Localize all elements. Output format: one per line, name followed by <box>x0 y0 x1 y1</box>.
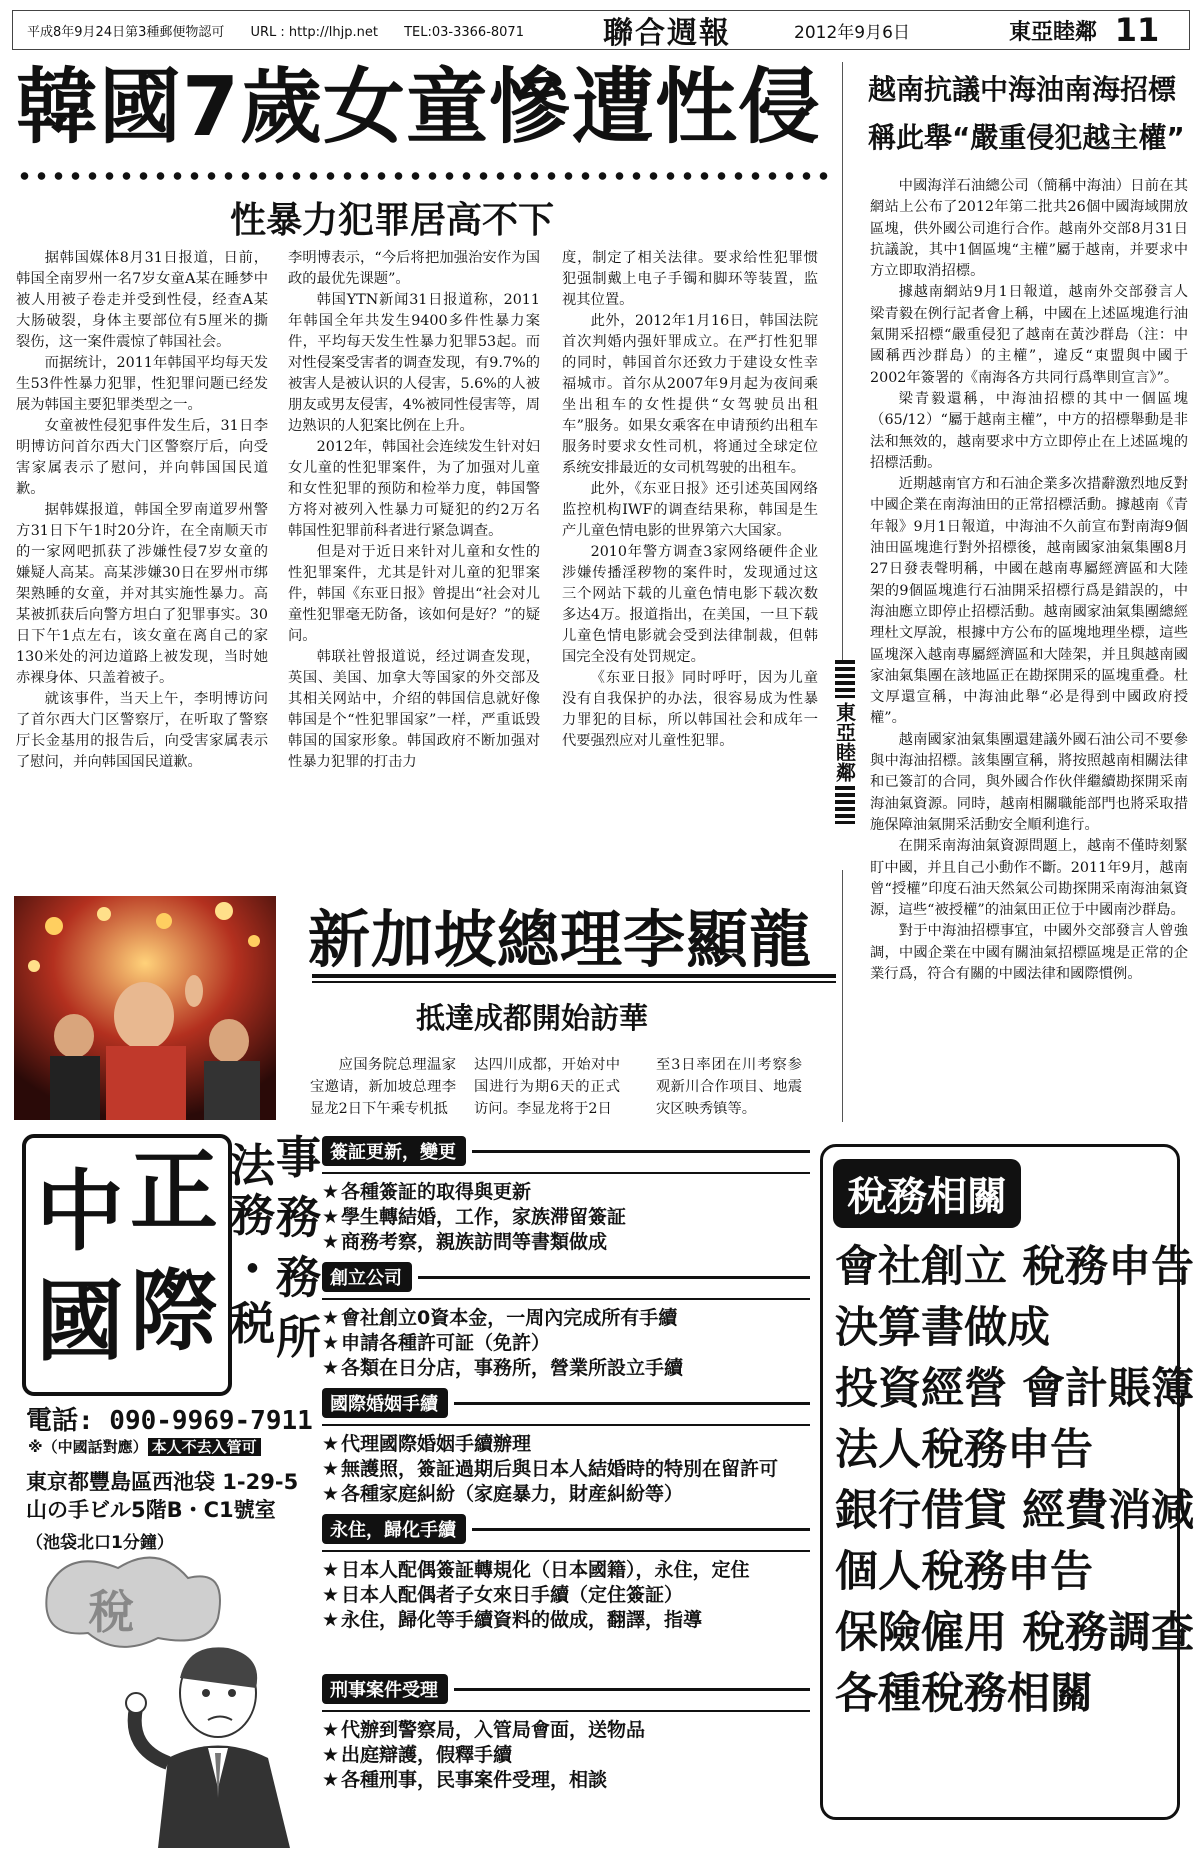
cartoon-illustration <box>28 1548 308 1848</box>
tax-item: 銀行借貸 經費消減 <box>835 1486 1194 1536</box>
column-divider <box>842 62 843 1122</box>
tax-item: 決算書做成 <box>835 1303 1050 1353</box>
service-items <box>322 1172 810 1255</box>
service-item: ★ 商務考察，親族訪問等書類做成 <box>322 1230 810 1255</box>
cartoon-word: 稅 <box>88 1585 134 1639</box>
service-items <box>322 1298 810 1381</box>
service-item: ★ 學生轉結婚，工作，家族滞留簽証 <box>322 1205 810 1230</box>
news-photo <box>14 896 276 1120</box>
firm-name-char: 税 <box>230 1297 276 1350</box>
tax-item: 各種稅務相關 <box>835 1669 1093 1719</box>
address-line: 山の手ビル5階B・C1號室 <box>26 1498 276 1522</box>
service-item: ★ 會社創立0資本金，一周內完成所有手續 <box>322 1306 810 1331</box>
main-headline: 韓國7歲女童慘遭性侵 <box>16 60 822 155</box>
service-item: ★ 日本人配偶簽証轉規化（日本國籍），永住，定住 <box>322 1558 810 1583</box>
dotted-divider <box>16 170 836 182</box>
lee-headline-rule <box>312 974 836 983</box>
badge-text: 東亞睦鄰 <box>832 702 857 782</box>
service-title: 刑事案件受理 <box>322 1674 448 1704</box>
issue-date: 2012年9月6日 <box>794 22 910 43</box>
firm-name-char: 務 <box>276 1251 322 1304</box>
side-headline-line-2: 稱此舉“嚴重侵犯越主權” <box>868 121 1185 154</box>
service-title: 國際婚姻手續 <box>322 1388 448 1418</box>
service-residency <box>322 1514 810 1633</box>
paper-name: 聯合週報 <box>603 16 731 51</box>
service-items <box>322 1424 810 1507</box>
section-badge <box>832 660 858 870</box>
note-prefix: ※（中國話對應） <box>28 1438 148 1456</box>
service-item: ★ 代理國際婚姻手續辦理 <box>322 1432 810 1457</box>
paragraph: 但是对于近日来针对儿童和女性的性犯罪案件，尤其是针对儿童的犯罪案件，韩国《东亚日报》曾提出“社会对儿童性犯罪毫无防备，该如何是好？”的疑问。 <box>288 544 540 644</box>
service-item: ★ 出庭辯護，假釋手續 <box>322 1743 810 1768</box>
advertisement <box>12 1128 1194 1852</box>
paragraph: 韩国YTN新闻31日报道称，2011年韩国全年共发生9400多件性暴力案件，平均每天发生性暴力犯罪53起。而对性侵案受害者的调查发现，有9.7%的被害人是被认识的人侵害，5.6%的人被朋友或男友侵害，4%被同性侵害等，周边熟识的人犯案比例在上升。 <box>288 292 540 434</box>
service-items <box>322 1550 810 1633</box>
firm-name-char: 法 <box>230 1139 276 1192</box>
tax-services-box <box>820 1144 1194 1820</box>
main-article-col-2 <box>288 248 540 773</box>
paragraph: 據越南網站9月1日報道，越南外交部發言人梁青毅在例行記者會上稱，中國在上述區塊進行油氣開采招標“嚴重侵犯了越南在黃沙群島（注：中國稱西沙群島）的主權”，違反“東盟與中國于2002年簽署的《南海各方共同行爲準則宣言》”。 <box>870 284 1188 386</box>
tax-item: 投資經營 會計賬簿 <box>835 1364 1194 1414</box>
paragraph: 而据统计，2011年韩国平均每天发生53件性暴力犯罪，性犯罪问题已经发展为韩国主要犯罪类型之一。 <box>16 355 268 413</box>
url-text: URL : http://lhjp.net <box>250 24 378 40</box>
tel-text: TEL:03-3366-8071 <box>404 24 524 40</box>
paragraph: 在開采南海油氣資源問題上，越南不僅時刻緊盯中國，并且自己小動作不斷。2011年9月，越南曾“授權”印度石油天然氣公司勘探開采南海油氣資源，這些“被授權”的油氣田正位于中國南沙群島。 <box>870 838 1188 919</box>
header-info <box>13 21 587 40</box>
paragraph: 中國海洋石油總公司（簡稱中海油）日前在其網站上公布了2012年第二批共26個中國海域開放區塊，供外國公司進行合作。越南外交部8月31日抗議說，其中1個區塊“主權”屬于越南，并要求中方立即取消招標。 <box>870 178 1188 280</box>
tax-items <box>835 1237 1194 1725</box>
note-highlight: 本人不去入管可 <box>148 1438 261 1456</box>
service-title: 永住，歸化手續 <box>322 1514 466 1544</box>
tax-item: 會社創立 稅務申告 <box>835 1242 1194 1292</box>
paragraph: 《东亚日报》同时呼吁，因为儿童没有自我保护的办法，很容易成为性暴力罪犯的目标，所以韩国社会和成年一代要强烈应对儿童性犯罪。 <box>562 670 818 749</box>
tax-item: 保險僱用 稅務調查 <box>835 1608 1194 1658</box>
firm-name-char: 事 <box>276 1131 322 1184</box>
lee-col-3 <box>656 1054 802 1120</box>
paragraph: 据韩国媒体8月31日报道，日前，韩国全南罗州一名7岁女童A某在睡梦中被人用被子卷走并受到性侵，经查A某大肠破裂，身体主要部位有5厘米的撕裂伤，这一案件震惊了韩国社会。 <box>16 250 268 350</box>
firm-name-char: 務 <box>230 1189 276 1242</box>
address <box>26 1468 298 1524</box>
firm-name-vertical <box>226 1131 326 1396</box>
service-item: ★ 各類在日分店，事務所，營業所設立手續 <box>322 1356 810 1381</box>
service-company <box>322 1262 810 1381</box>
section-name: 東亞睦鄰 <box>1008 19 1097 45</box>
service-title: 簽証更新，變更 <box>322 1136 466 1166</box>
paragraph: 此外，2012年1月16日，韩国法院首次判婚内强奸罪成立。在严打性犯罪的同时，韩国首尔还致力于建设女性幸福城市。首尔从2007年9月起为夜间乘坐出租车的女性提供“女驾驶员出租车”服务。如果女乘客在申请预约出租车服务时要求女性司机，将通过全球定位系统安排最近的女司机驾驶的出租车。 <box>562 313 818 476</box>
tax-item: 法人稅務申告 <box>835 1425 1093 1475</box>
lee-col-2 <box>474 1054 620 1120</box>
paragraph: 對于中海油招標事宜，中國外交部發言人曾強調，中國企業在中國有關油氣招標區塊是正常的企業行爲，符合有關的中國法律和國際慣例。 <box>870 923 1188 982</box>
service-title: 創立公司 <box>322 1262 412 1292</box>
paragraph: 度，制定了相关法律。要求给性犯罪惯犯强制戴上电子手镯和脚环等装置，监视其位置。 <box>562 250 818 308</box>
paragraph: 梁青毅還稱，中海油招標的其中一個區塊（65/12）“屬于越南主權”，中方的招標舉動是非法和無效的，越南要求中方立即停止在上述區塊的招標活動。 <box>870 390 1188 471</box>
paragraph: 女童被性侵犯事件发生后，31日李明博访问首尔西大门区警察厅后，向受害家属表示了慰问，并向韩国国民道歉。 <box>16 418 268 497</box>
lee-col-1 <box>310 1054 456 1120</box>
paragraph: 达四川成都，开始对中国进行为期6天的正式访问。李显龙将于2日 <box>474 1057 620 1117</box>
side-headline-line-1: 越南抗議中海油南海招標 <box>868 73 1177 106</box>
service-items <box>322 1710 810 1793</box>
firm-name-char: 所 <box>276 1311 322 1364</box>
main-article-col-3 <box>562 248 818 752</box>
side-article-body <box>870 176 1188 985</box>
main-subhead: 性暴力犯罪居高不下 <box>230 200 555 241</box>
service-item: ★ 各種簽証的取得與更新 <box>322 1180 810 1205</box>
paragraph: 近期越南官方和石油企業多次措辭激烈地反對中國企業在南海油田的正常招標活動。據越南《青年報》9月1日報道，中海油不久前宣布對南海9個油田區塊進行對外招標後，越南國家油氣集團8月27日發表聲明稱，中國在越南專屬經濟區和大陸架的9個區塊進行石油開采招標行爲是錯誤的，中海油應立即停止招標活動。越南國家油氣集團總經理杜文厚說，根據中方公布的區塊地理坐標，這些區塊深入越南專屬經濟區和大陸架，并且與越南國家油氣集團在該地區正在勘探開采的區塊重叠。杜文厚還宣稱，中海油此舉“必是得到中國政府授權”。 <box>870 476 1188 727</box>
address-line: 東京都豐島區西池袋 1-29-5 <box>26 1470 299 1494</box>
paragraph: 就该事件，当天上午，李明博访问了首尔西大门区警察厅，在听取了警察厅长金基用的报告后，向受害家属表示了慰问，并向韩国国民道歉。 <box>16 691 268 770</box>
logo-char: 際 <box>130 1260 219 1363</box>
page-number: 11 <box>1114 11 1160 49</box>
side-headline <box>868 66 1188 162</box>
firm-name-char: ・ <box>230 1243 276 1296</box>
badge-stripes <box>835 660 855 698</box>
service-item: ★ 各種刑事，民事案件受理，相談 <box>322 1768 810 1793</box>
license-text: 平成8年9月24日第3種郵便物認可 <box>27 24 225 40</box>
firm-logo <box>22 1134 232 1396</box>
paragraph: 2012年，韩国社会连续发生针对妇女儿童的性犯罪案件，为了加强对儿童和女性犯罪的预防和检举力度，韩国警方将对被列入性暴力可疑犯的约2万名韩国性犯罪前科者进行紧急调查。 <box>288 439 540 539</box>
paragraph: 李明博表示，“今后将把加强治安作为国政的最优先课题”。 <box>288 250 540 287</box>
paragraph: 2010年警方调查3家网络硬件企业涉嫌传播淫秽物的案件时，发现通过这三个网站下载的儿童色情电影下载次数多达4万。报道指出，在美国，一旦下载儿童色情电影就会受到法律制裁，但韩国完全没有处罚规定。 <box>562 544 818 665</box>
logo-char: 國 <box>36 1270 125 1373</box>
service-item: ★ 無護照，簽証過期后與日本人結婚時的特別在留許可 <box>322 1457 810 1482</box>
main-article-col-1 <box>16 248 268 773</box>
service-item: ★ 申請各種許可証（免許） <box>322 1331 810 1356</box>
paragraph: 至3日率团在川考察参观新川合作项目、地震灾区映秀镇等。 <box>656 1057 802 1117</box>
lee-headline: 新加坡總理李顯龍 <box>308 903 813 976</box>
phone-number: 電話: 090-9969-7911 <box>26 1406 313 1436</box>
news-photo-image <box>14 896 276 1120</box>
tax-badge: 稅務相關 <box>833 1159 1021 1228</box>
firm-name-char: 務 <box>276 1191 322 1244</box>
page-header <box>12 10 1190 50</box>
service-criminal <box>322 1674 810 1793</box>
logo-char: 中 <box>36 1160 125 1263</box>
paragraph: 应国务院总理温家宝邀请，新加坡总理李显龙2日下午乘专机抵 <box>310 1057 456 1117</box>
paragraph: 据韩媒报道，韩国全罗南道罗州警方31日下午1时20分许，在全南顺天市的一家网吧抓获了涉嫌性侵7岁女童的嫌疑人高某。高某涉嫌30日在罗州市绑架熟睡的女童，并对其实施性暴力。高某被抓获后向警方坦白了犯罪事实。30日下午1点左右，该女童在离自己的家130米处的河边道路上被发现，当时她赤裸身体、只盖着被子。 <box>16 502 268 686</box>
paragraph: 越南國家油氣集團還建議外國石油公司不要參與中海油招標。該集團宣稱，將按照越南相關法律和已簽訂的合同，與外國合作伙伴繼續勘探開采南海油氣資源。同時，越南相關職能部門也將采取措施保障油氣開采活動安全順利進行。 <box>870 731 1188 833</box>
service-item: ★ 永住，歸化等手續資料的做成，翻譯，指導 <box>322 1608 810 1633</box>
language-note <box>28 1436 261 1457</box>
service-visa <box>322 1136 810 1255</box>
cartoon-businessman-icon <box>28 1548 308 1848</box>
logo-char: 正 <box>130 1140 219 1243</box>
lee-subhead: 抵達成都開始訪華 <box>416 1001 649 1035</box>
address-access: （池袋北口1分鐘） <box>26 1533 174 1553</box>
paragraph: 此外，《东亚日报》还引述英国网络监控机构IWF的调查结果称，韩国是生产儿童色情电影的世界第六大国家。 <box>562 481 818 539</box>
service-item: ★ 各種家庭糾紛（家庭暴力，財産糾紛等） <box>322 1482 810 1507</box>
badge-stripes <box>835 786 855 824</box>
tax-item: 個人稅務申告 <box>835 1547 1093 1597</box>
service-item: ★ 代辦到警察局，入管局會面，送物品 <box>322 1718 810 1743</box>
service-marriage <box>322 1388 810 1507</box>
paragraph: 韩联社曾报道说，经过调查发现，英国、美国、加拿大等国家的外交部及其相关网站中，介绍的韩国信息就好像韩国是个“性犯罪国家”一样，严重诋毁韩国的国家形象。韩国政府不断加强对性暴力犯罪的打击力 <box>288 649 540 770</box>
service-item: ★ 日本人配偶者子女來日手續（定住簽証） <box>322 1583 810 1608</box>
